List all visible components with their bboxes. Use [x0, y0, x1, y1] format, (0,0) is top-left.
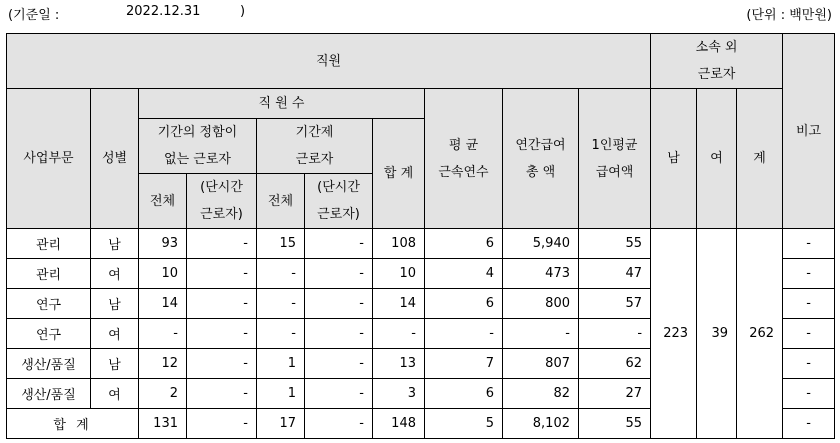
avg-tenure-cell: 6 [425, 229, 503, 259]
fixed-term-all-header: 전체 [257, 174, 305, 229]
gender-cell: 남 [91, 289, 139, 319]
gender-cell: 여 [91, 319, 139, 349]
outside-female-header: 여 [697, 89, 737, 229]
permanent-part-time-total-cell: - [187, 409, 257, 439]
division-cell: 연구 [7, 319, 91, 349]
permanent-part-time-header: (단시간 근로자) [187, 174, 257, 229]
division-cell: 생산/품질 [7, 379, 91, 409]
avg-pay-cell: 62 [579, 349, 651, 379]
fixed-term-part-time-cell: - [305, 349, 373, 379]
fixed-term-all-cell: 1 [257, 349, 305, 379]
fixed-term-part-time-total-cell: - [305, 409, 373, 439]
reference-date: 2022.12.31 [126, 4, 201, 19]
gender-cell: 여 [91, 379, 139, 409]
fixed-term-part-time-cell: - [305, 319, 373, 349]
division-cell: 연구 [7, 289, 91, 319]
headcount-total-cell: 13 [373, 349, 425, 379]
avg-tenure-cell: 4 [425, 259, 503, 289]
avg-tenure-cell: 6 [425, 289, 503, 319]
remarks-cell: - [783, 229, 835, 259]
avg-tenure-cell: 7 [425, 349, 503, 379]
permanent-part-time-cell: - [187, 289, 257, 319]
outside-workers-header: 소속 외 근로자 [651, 34, 783, 89]
permanent-part-time-cell: - [187, 379, 257, 409]
headcount-header: 직 원 수 [139, 89, 425, 119]
headcount-total-total-cell: 148 [373, 409, 425, 439]
avg-tenure-cell: - [425, 319, 503, 349]
fixed-term-all-cell: - [257, 319, 305, 349]
outside-female-cell: 39 [697, 229, 737, 439]
permanent-all-total-cell: 131 [139, 409, 187, 439]
remarks-header: 비고 [783, 34, 835, 229]
reference-date-label: (기준일 : [8, 8, 60, 23]
remarks-cell: - [783, 379, 835, 409]
avg-pay-cell: 55 [579, 229, 651, 259]
table-row [7, 229, 835, 259]
outside-sum-cell: 262 [737, 229, 783, 439]
permanent-all-cell: 2 [139, 379, 187, 409]
unit-label: (단위 : 백만원) [746, 8, 832, 23]
division-cell: 관리 [7, 229, 91, 259]
avg-tenure-total-cell: 5 [425, 409, 503, 439]
gender-cell: 남 [91, 349, 139, 379]
remarks-cell: - [783, 289, 835, 319]
fixed-term-header: 기간제 근로자 [257, 119, 373, 174]
permanent-all-cell: 10 [139, 259, 187, 289]
outside-sum-header: 계 [737, 89, 783, 229]
remarks-cell: - [783, 349, 835, 379]
avg-pay-header: 1인평균 급여액 [579, 89, 651, 229]
annual-pay-cell: 473 [503, 259, 579, 289]
remarks-cell: - [783, 409, 835, 439]
annual-pay-cell: 5,940 [503, 229, 579, 259]
fixed-term-all-cell: - [257, 259, 305, 289]
annual-pay-header: 연간급여 총 액 [503, 89, 579, 229]
annual-pay-cell: - [503, 319, 579, 349]
outside-male-cell: 223 [651, 229, 697, 439]
fixed-term-part-time-cell: - [305, 259, 373, 289]
remarks-cell: - [783, 259, 835, 289]
fixed-term-all-cell: 1 [257, 379, 305, 409]
fixed-term-part-time-cell: - [305, 229, 373, 259]
reference-date-close: ) [240, 4, 246, 19]
avg-tenure-cell: 6 [425, 379, 503, 409]
headcount-total-cell: 14 [373, 289, 425, 319]
total-label: 합 계 [7, 409, 139, 439]
avg-pay-cell: 57 [579, 289, 651, 319]
headcount-total-cell: 10 [373, 259, 425, 289]
permanent-part-time-cell: - [187, 349, 257, 379]
avg-pay-total-cell: 55 [579, 409, 651, 439]
gender-cell: 여 [91, 259, 139, 289]
headcount-total-cell: 108 [373, 229, 425, 259]
fixed-term-part-time-cell: - [305, 379, 373, 409]
fixed-term-all-cell: 15 [257, 229, 305, 259]
annual-pay-cell: 82 [503, 379, 579, 409]
outside-male-header: 남 [651, 89, 697, 229]
permanent-all-header: 전체 [139, 174, 187, 229]
employee-status-table [6, 33, 835, 439]
headcount-total-cell: 3 [373, 379, 425, 409]
avg-pay-cell: - [579, 319, 651, 349]
permanent-part-time-cell: - [187, 229, 257, 259]
division-header: 사업부문 [7, 89, 91, 229]
permanent-all-cell: 93 [139, 229, 187, 259]
gender-cell: 남 [91, 229, 139, 259]
permanent-all-cell: 14 [139, 289, 187, 319]
fixed-term-all-total-cell: 17 [257, 409, 305, 439]
annual-pay-total-cell: 8,102 [503, 409, 579, 439]
employees-header: 직원 [7, 34, 651, 89]
permanent-all-cell: - [139, 319, 187, 349]
annual-pay-cell: 800 [503, 289, 579, 319]
remarks-cell: - [783, 319, 835, 349]
avg-tenure-header: 평 균 근속연수 [425, 89, 503, 229]
permanent-part-time-cell: - [187, 319, 257, 349]
permanent-header: 기간의 정함이 없는 근로자 [139, 119, 257, 174]
fixed-term-part-time-cell: - [305, 289, 373, 319]
avg-pay-cell: 47 [579, 259, 651, 289]
gender-header: 성별 [91, 89, 139, 229]
headcount-total-cell: - [373, 319, 425, 349]
permanent-all-cell: 12 [139, 349, 187, 379]
fixed-term-all-cell: - [257, 289, 305, 319]
avg-pay-cell: 27 [579, 379, 651, 409]
table-caption [0, 4, 840, 24]
annual-pay-cell: 807 [503, 349, 579, 379]
fixed-term-part-time-header: (단시간 근로자) [305, 174, 373, 229]
headcount-total-header: 합 계 [373, 119, 425, 229]
division-cell: 관리 [7, 259, 91, 289]
permanent-part-time-cell: - [187, 259, 257, 289]
division-cell: 생산/품질 [7, 349, 91, 379]
